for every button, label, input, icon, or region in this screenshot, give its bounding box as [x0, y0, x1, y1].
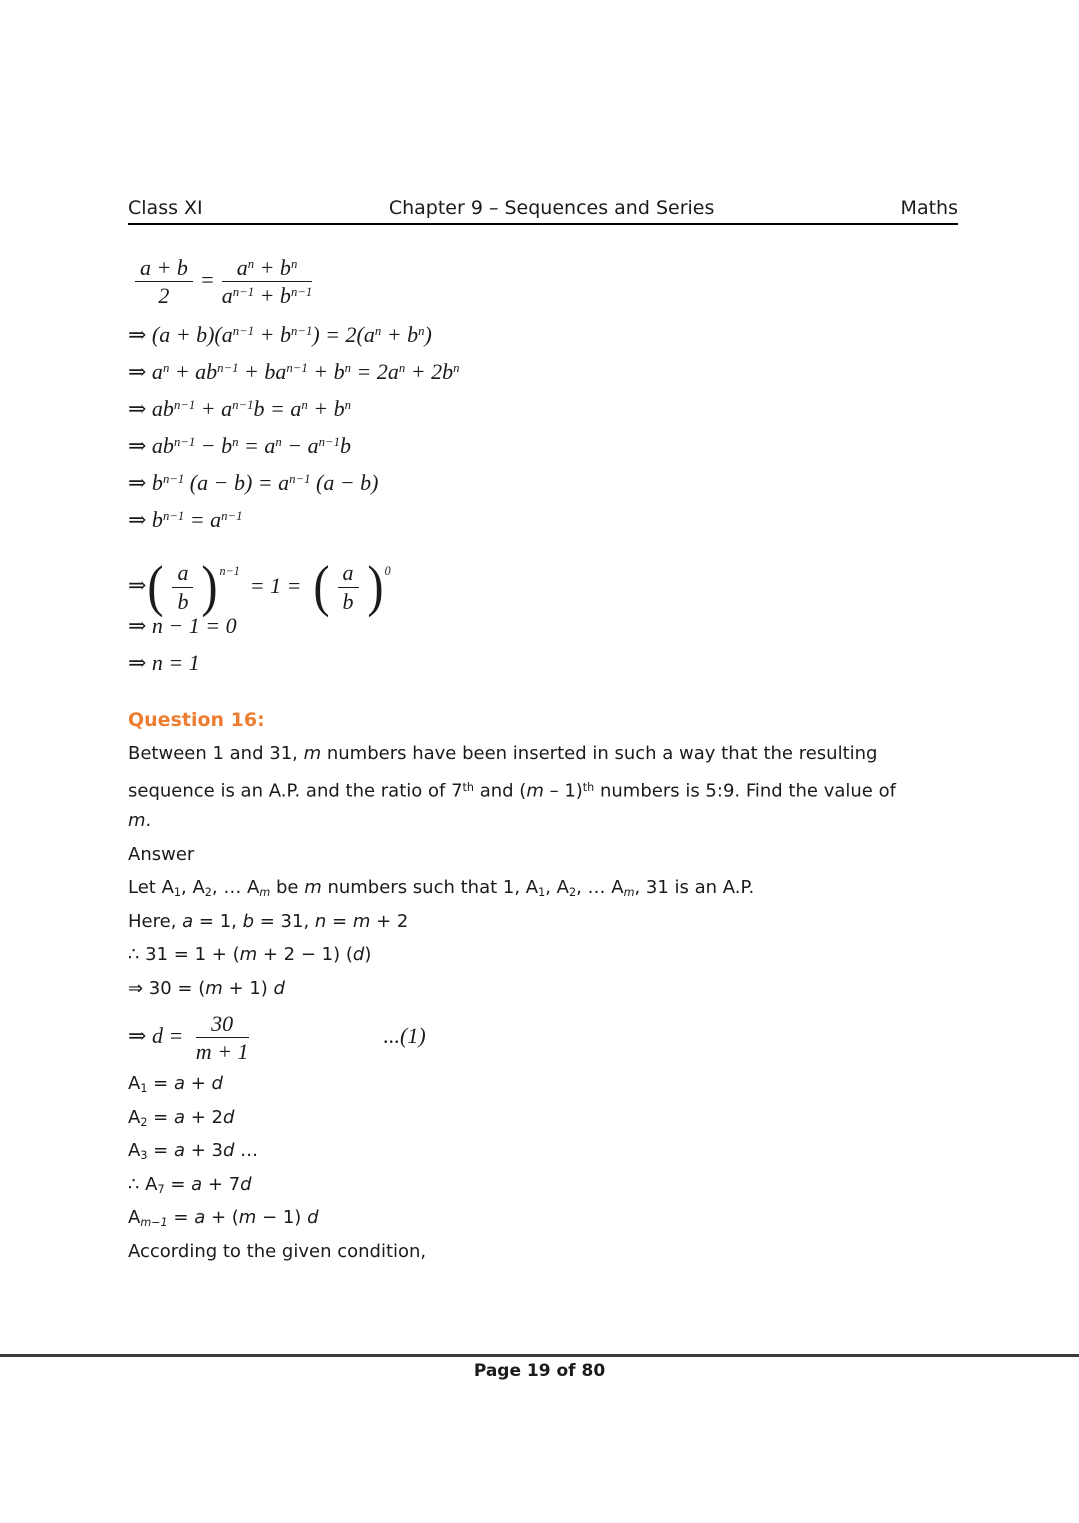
fraction — [222, 255, 313, 310]
answer-label: Answer — [128, 843, 195, 865]
big-paren-close: ) — [201, 555, 219, 619]
solution-text-line: $A_1 = a + d$ — [128, 1073, 223, 1096]
derivation-block — [128, 247, 958, 681]
fraction-numerator: a — [172, 560, 193, 588]
equation-ratio-line — [128, 535, 958, 619]
big-paren-close: ) — [366, 555, 384, 619]
exponent: 0 — [384, 564, 391, 578]
fraction-denominator: b — [342, 588, 354, 614]
equation-line: ⇒ $a^n + ab^{n-1} + ba^{n-1} + b^n = 2a^n + 2b^n$ — [128, 359, 460, 385]
equation-line: ⇒ $b^{n-1}$ $(a - b) = a^{n-1}$ (a − b) — [128, 470, 379, 496]
fraction-numerator: 30 — [196, 1011, 249, 1039]
solution-text-line: According to the given condition, — [128, 1240, 427, 1262]
equation-line: ⇒ $ab^{n-1} - b^n = a^n - a^{n-1}b$ — [128, 433, 351, 459]
question-heading: Question 16: — [128, 709, 265, 731]
fraction — [196, 1011, 249, 1066]
header-class-label: Class XI — [128, 197, 203, 219]
equation-middle: = 1 = — [249, 572, 302, 598]
solution-block — [128, 871, 958, 1268]
header-chapter-title: Chapter 9 – Sequences and Series — [388, 197, 715, 219]
equation-lead: ⇒ d = — [128, 1023, 189, 1048]
big-paren-open: ( — [312, 555, 330, 619]
fraction-numerator: a — [338, 560, 359, 588]
equation-fraction-line — [128, 247, 958, 313]
big-paren-open: ( — [147, 555, 165, 619]
fraction-denominator: 2 — [158, 283, 170, 309]
solution-text-line: ⇒ 30 = (m + 1) d — [128, 977, 285, 999]
equals-sign: = — [199, 267, 215, 292]
fraction — [135, 255, 193, 310]
question-block — [128, 737, 958, 871]
equation-number-tag: ...(1) — [383, 1023, 426, 1048]
equation-line: ⇒ n − 1 = 0 — [128, 613, 237, 638]
page-header — [128, 197, 958, 225]
fraction-denominator: m + 1 — [195, 1039, 249, 1065]
equation-line: ⇒ $(a + b)(a^{n-1} + b^{n-1}) = 2(a^n + b^n)$ — [128, 322, 432, 348]
footer-page-number: Page 19 of 80 — [473, 1361, 606, 1381]
fraction-numerator: $a^n + b^n$ — [222, 255, 313, 283]
equation-line: ⇒ $ab^{n-1} + a^{n-1}b = a^n + b^n$ — [128, 396, 351, 422]
question-text-line: m. — [128, 810, 152, 831]
solution-text-line: Let $A_1$, $A_2$, … $A_m$ be m numbers such that 1, $A_1$, $A_2$, … $A_m$, 31 is an A.P. — [128, 877, 755, 900]
solution-text-line: ∴ 31 = 1 + (m + 2 − 1) (d) — [128, 944, 372, 965]
equation-line: ⇒ n = 1 — [128, 650, 200, 675]
solution-text-line: ∴ $A_7 = a + 7d$ — [128, 1173, 252, 1196]
question-text-line: Between 1 and 31, m numbers have been inserted in such a way that the resulting — [128, 743, 878, 764]
fraction — [338, 560, 359, 615]
page-content — [128, 197, 958, 1268]
fraction-denominator: b — [177, 588, 189, 614]
question-text-line: sequence is an A.P. and the ratio of 7th and (m – 1)$^{th}$ numbers is 5:9. Find the value of — [128, 780, 896, 802]
exponent: n−1 — [219, 564, 240, 578]
equation-line: ⇒ $b^{n-1} = a^{n-1}$ — [128, 507, 243, 533]
solution-text-line: $A_3 = a + 3d$ … — [128, 1140, 259, 1163]
fraction-numerator: a + b — [135, 255, 193, 283]
header-subject-label: Maths — [900, 197, 958, 219]
implies-arrow: ⇒ — [128, 572, 147, 598]
solution-text-line: $A_{m-1} = a + (m - 1)$ d — [128, 1207, 319, 1230]
solution-text-line: Here, a = 1, b = 31, n = m + 2 — [128, 910, 409, 932]
equation-d-line — [128, 1005, 958, 1067]
solution-text-line: $A_2 = a + 2d$ — [128, 1106, 235, 1129]
footer-divider — [0, 1354, 1079, 1357]
fraction-denominator: $a^{n-1} + b^{n-1}$ — [221, 283, 313, 309]
